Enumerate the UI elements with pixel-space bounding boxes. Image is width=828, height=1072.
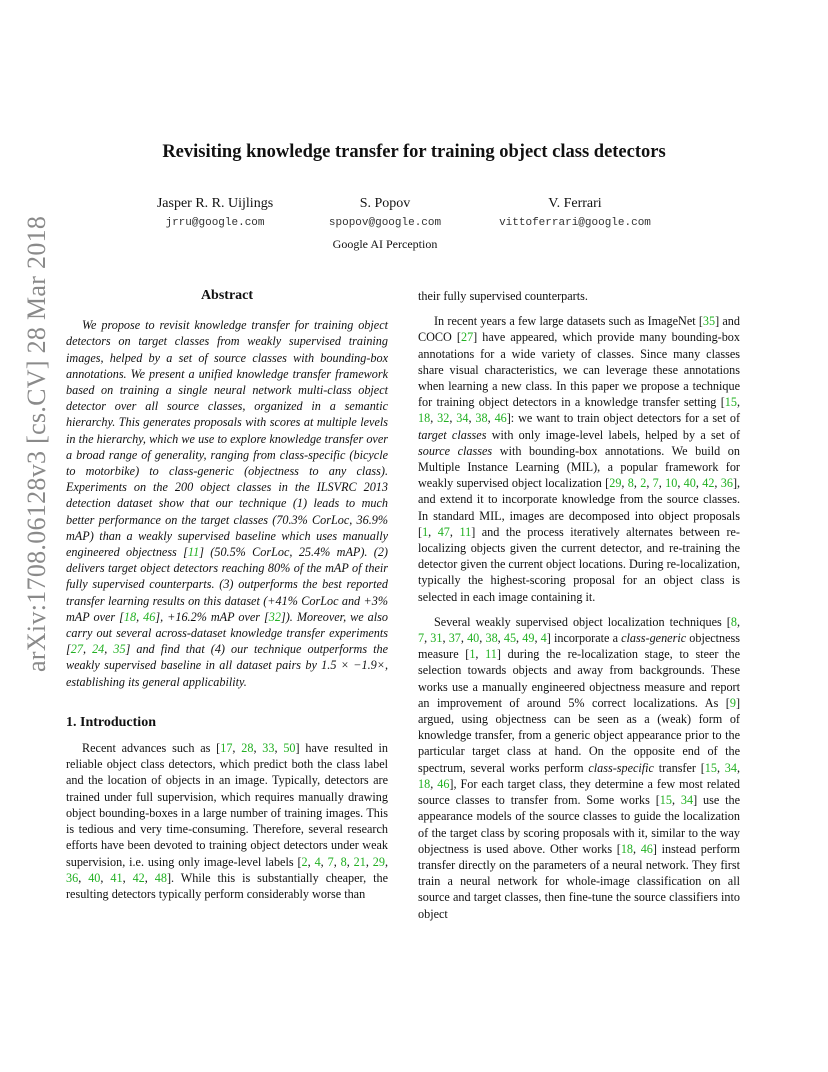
body-paragraph: Recent advances such as [17, 28, 33, 50] have resulted in reliable object class detectors, which predict both the class label and the location of objects in an image. Typically, detectors are trained under full supervision, which requires manually drawing object bounding-boxes in a large number of training images. This is tedious and very time-consuming. Therefore, several research efforts have been devoted to training object detectors under weak supervision, i.e. using only image-level labels [2, 4, 7, 8, 21, 29, 36, 40, 41, 42, 48]. While this is substantially cheaper, the resulting detectors typically perform considerably worse than bbox=[66, 741, 389, 901]
author-email[interactable]: vittoferrari@google.com bbox=[499, 217, 651, 229]
paper-title: Revisiting knowledge transfer for training object class detectors bbox=[162, 142, 666, 162]
author-block bbox=[480, 196, 670, 229]
author-email[interactable]: jrru@google.com bbox=[165, 217, 265, 229]
section-heading-introduction: 1. Introduction bbox=[66, 714, 156, 730]
author-name: Jasper R. R. Uijlings bbox=[156, 196, 274, 211]
author-name: V. Ferrari bbox=[548, 196, 602, 211]
body-paragraph: Several weakly supervised object localization techniques [8, 7, 31, 37, 40, 38, 45, 49, 4] incorporate a class-generic objectness measure [1, 11] during the re-localization stage, to steer the selection towards objects and away from backgrounds. These works use a manually engineered objectness measure and report an improvement of around 5% correct localizations. As [9] argued, using objectness can be seen as a (weak) form of knowledge transfer, from a generic object appearance prior to the particular target class at hand. On the opposite end of the spectrum, several works perform class-specific transfer [15, 34, 18, 46], For each target class, they determine a few most related source classes to transfer from. Some works [15, 34] use the appearance models of the source classes to guide the localization of the target class by scoring proposals with it, similar to the way objectness is used above. Other works [18, 46] instead perform transfer directly on the parameters of a neural network. They first train a neural network for whole-image classification on all source and target classes, then fine-tune the source classifiers into object bbox=[418, 614, 741, 921]
body-paragraph: their fully supervised counterparts. bbox=[418, 289, 588, 303]
body-paragraph: In recent years a few large datasets such as ImageNet [35] and COCO [27] have appeared, which provide many bounding-box annotations for a wide variety of classes. Since many classes share visual characteristics, we can leverage these annotations when learning a new class. In this paper we propose a technique for training object detectors in a knowledge transfer setting [15, 18, 32, 34, 38, 46]: we want to train object detectors for a set of target classes with only image-level labels, helped by a set of source classes with bounding-box annotations. We build on Multiple Instance Learning (MIL), a popular framework for weakly supervised object localization [29, 8, 2, 7, 10, 40, 42, 36], and extend it to incorporate knowledge from the source classes. In standard MIL, images are decomposed into object proposals [1, 47, 11] and the process iteratively alternates between re-localizing objects given the current detector, and re-training the detector given the current object locations. During re-localization, typically the highest-scoring proposal for an object class is selected in each image containing it. bbox=[418, 314, 741, 604]
author-email[interactable]: spopov@google.com bbox=[328, 217, 442, 229]
left-column bbox=[66, 288, 388, 902]
abstract-body: We propose to revisit knowledge transfer for training object detectors on target classes from weakly supervised training images, helped by a set of source classes with bounding-box annotations. We present a unified knowledge transfer framework based on training a single neural network multi-class object detector over all source classes, organized in a semantic hierarchy. This generates proposals with scores at multiple levels in the hierarchy, which we use to explore knowledge transfer over a broad range of generality, ranging from class-specific (bicycle to motorbike) to class-generic (objectness to any class). Experiments on the 200 object classes in the ILSVRC 2013 detection dataset show that our technique (1) leads to much better performance on the target classes (70.3% CorLoc, 36.9% mAP) than a weakly supervised baseline which uses manually engineered objectness [11] (50.5% CorLoc, 25.4% mAP). (2) delivers target object detectors reaching 80% of the mAP of their fully supervised counterparts. (3) outperforms the best reported transfer learning results on this dataset (+41% CorLoc and +3% mAP over [18, 46], +16.2% mAP over [32]). Moreover, we also carry out several across-dataset knowledge transfer experiments [27, 24, 35] and find that (4) our technique outperforms the weakly supervised baseline in all dataset pairs by 1.5 × −1.9×, establishing its general applicability. bbox=[66, 318, 389, 689]
right-column bbox=[418, 288, 740, 922]
arxiv-identifier-stamp: arXiv:1708.06128v3 [cs.CV] 28 Mar 2018 bbox=[22, 215, 51, 672]
author-block bbox=[130, 196, 300, 229]
author-name: S. Popov bbox=[359, 196, 411, 211]
abstract-heading: Abstract bbox=[200, 288, 254, 303]
affiliation: Google AI Perception bbox=[332, 237, 438, 251]
author-block bbox=[310, 196, 460, 229]
